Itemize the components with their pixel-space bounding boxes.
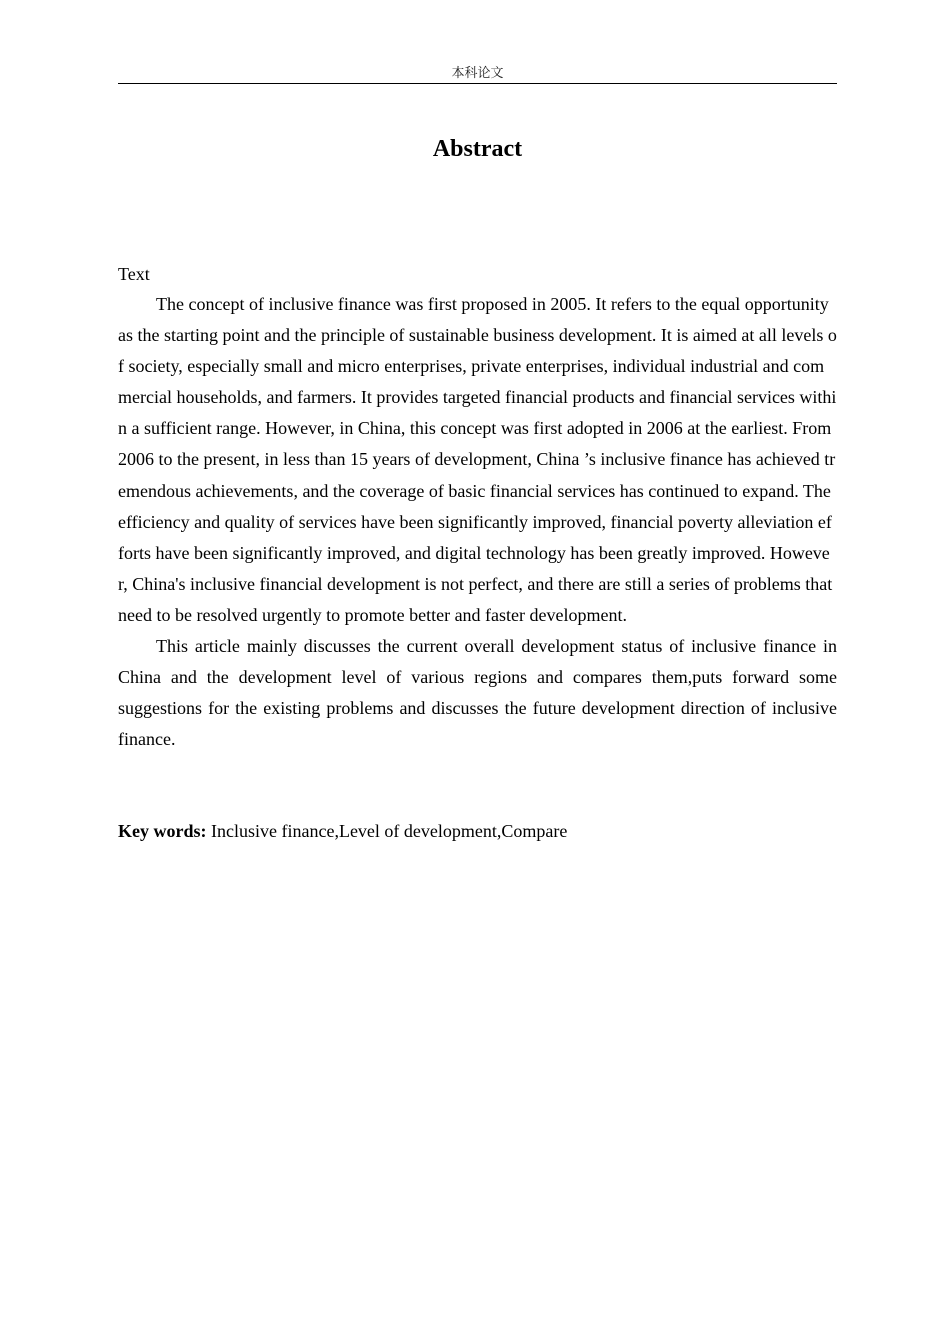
abstract-paragraph-2: This article mainly discusses the current overall development status of inclusive finance in China and the development level of various regions and compares them,puts forward some suggestions for the existing problems and discusses the future development direction of inclusive finance. (118, 636, 837, 750)
header-divider (118, 83, 837, 84)
page-title: Abstract (432, 136, 523, 162)
running-header: 本科论文 (451, 66, 504, 81)
section-label: Text (118, 264, 150, 284)
keywords-value: Inclusive finance,Level of development,Compare (211, 821, 568, 841)
abstract-paragraph-1: The concept of inclusive finance was first proposed in 2005. It refers to the equal opportunity as the starting point and the principle of sustainable business development. It is aimed at all levels of society, especially small and micro enterprises, private enterprises, individual industrial and commercial households, and farmers. It provides targeted financial products and financial services within a sufficient range. However, in China, this concept was first adopted in 2006 at the earliest. From 2006 to the present, in less than 15 years of development, China ’s inclusive finance has achieved tremendous achievements, and the coverage of basic financial services has continued to expand. The efficiency and quality of services have been significantly improved, financial poverty alleviation efforts have been significantly improved, and digital technology has been greatly improved. However, China's inclusive financial development is not perfect, and there are still a series of problems that need to be resolved urgently to promote better and faster development. (118, 294, 837, 625)
keywords-line (118, 818, 837, 844)
keywords-label: Key words: (118, 821, 207, 841)
abstract-body (118, 289, 837, 755)
